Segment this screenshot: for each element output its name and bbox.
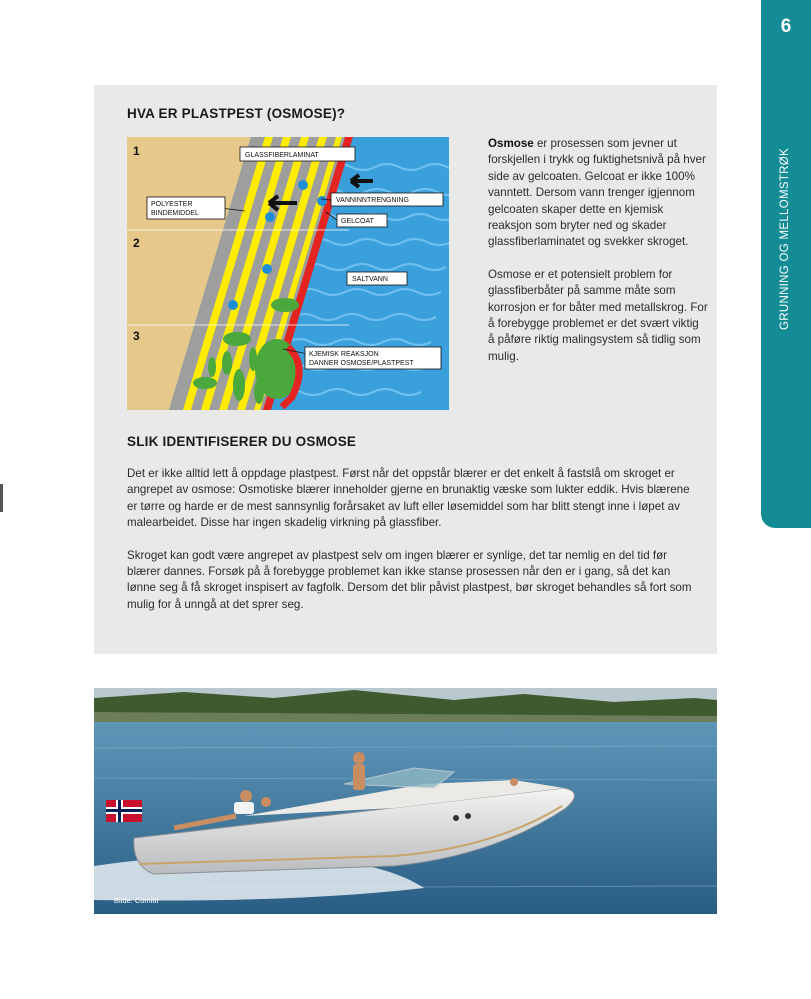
identify-paragraph-1: Det er ikke alltid lett å oppdage plastpest. Først når det oppstår blærer er det enkelt å fastslå om skroget er angrepet av osmose: Osmotiske blærer inneholder gjerne en brunaktig væske som lukter eddik. Hvis blærene er tørre og harde er de mest sannsynlig forårsaket av luft eller løsemiddel som har blitt stengt inne i løpet av malearbeidet. Disse har ingen skadelig virkning på glassfiber. — [127, 467, 690, 530]
label-polyester-2: BINDEMIDDEL — [151, 210, 199, 217]
boat-photo — [94, 688, 717, 914]
intro-lead: Osmose — [488, 137, 534, 150]
chapter-number: 6 — [780, 16, 792, 37]
zone-number: 3 — [133, 329, 140, 343]
photo-credit: Bilde: Comitti — [114, 896, 159, 905]
identify-paragraph-2: Skroget kan godt være angrepet av plastpest selv om ingen blærer er synlige, det tar nemlig en del tid før blærer dannes. Forsøk på å forebygge problemet kan ikke stanse prosessen når den er i gang, så det kan lønne seg å få skroget inspisert av fagfolk. Dersom det blir påvist plastpest, bør skroget behandles så fort som mulig for å unngå at det sprer seg. — [127, 548, 692, 611]
osmosis-diagram — [127, 137, 449, 410]
intro-paragraph-2: Osmose er et potensielt problem for glassfiberbåter på samme måte som korrosjon er for båter med metallskrog. For å forebygge problemet er det svært viktig å påføre riktig malingsystem så tidlig som mulig. — [488, 267, 708, 363]
chapter-tab — [761, 0, 811, 528]
label-glassfiber: GLASSFIBERLAMINAT — [245, 152, 319, 159]
chapter-label: GRUNNING OG MELLOMSTRØK — [779, 148, 791, 330]
label-saltwater: SALTVANN — [352, 276, 388, 283]
label-polyester-1: POLYESTER — [151, 201, 193, 208]
label-gelcoat: GELCOAT — [341, 218, 374, 225]
page-edge-marker — [0, 484, 3, 512]
intro-paragraph-1 — [488, 136, 708, 251]
zone-number: 2 — [133, 236, 140, 250]
label-water-intrusion: VANNINNTRENGNING — [336, 197, 409, 204]
section-heading-identify: SLIK IDENTIFISERER DU OSMOSE — [127, 434, 357, 449]
label-reaction-2: DANNER OSMOSE/PLASTPEST — [309, 360, 414, 367]
intro-rest: er prosessen som jevner ut forskjellen i trykk og fuktighetsnivå på hver side av gelcoaten. Gelcoat er ikke 100% vanntett. Dersom vann trenger igjennom gelcoaten skaper dette en kjemisk reaksjon som bryter ned og skader glassfiberlaminatet og svekker skroget. — [488, 137, 706, 249]
norway-flag-icon — [106, 800, 142, 822]
label-reaction-1: KJEMISK REAKSJON — [309, 351, 379, 358]
identify-text — [127, 466, 692, 629]
info-box — [94, 85, 717, 654]
zone-number: 1 — [133, 144, 140, 158]
section-heading-osmose: HVA ER PLASTPEST (OSMOSE)? — [127, 106, 346, 121]
intro-text — [488, 136, 708, 381]
